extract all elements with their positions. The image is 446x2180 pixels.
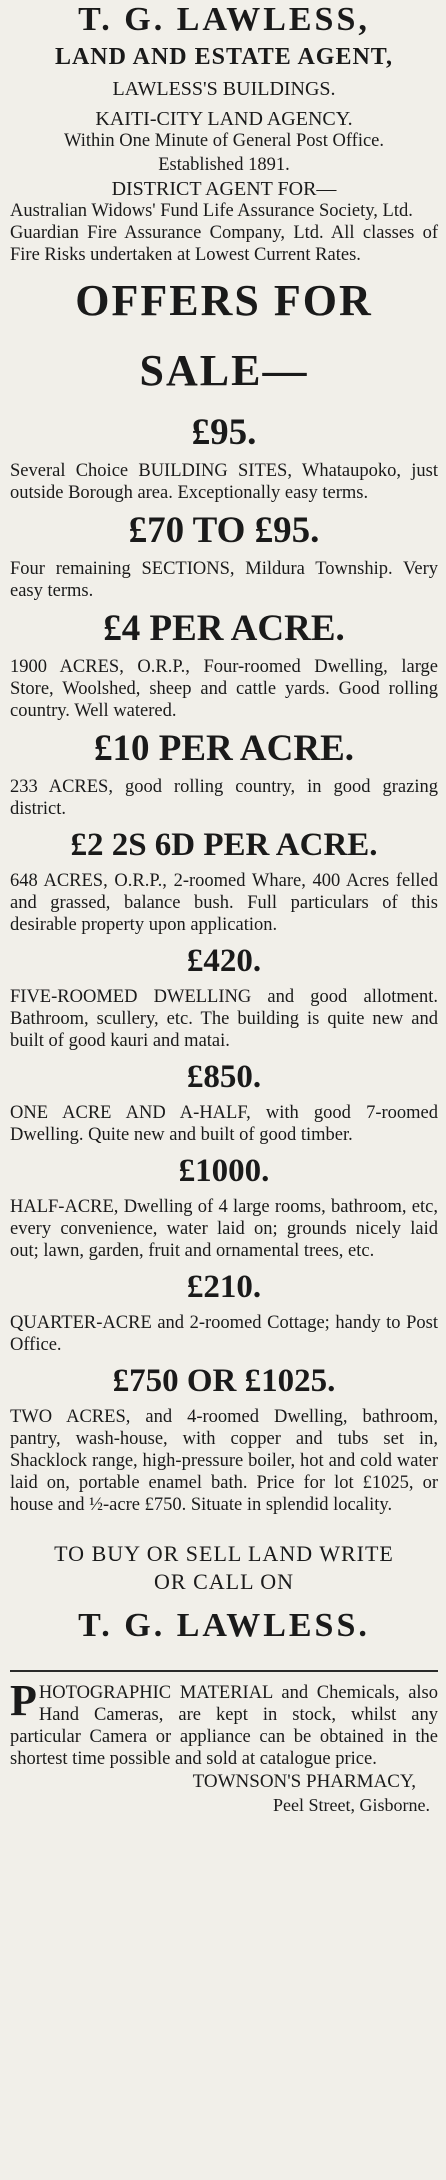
pharmacy-text — [10, 1676, 438, 1770]
listing-price: £2 2S 6D PER ACRE. — [70, 827, 378, 863]
listing — [10, 1356, 438, 1516]
listing-price: £850. — [186, 1059, 262, 1095]
listing — [10, 406, 438, 504]
agent-for-2: Guardian Fire Assurance Company, Ltd. All classes of Fire Risks undertaken at Lowest Current Rates. — [10, 223, 438, 265]
agent-for-1: Australian Widows' Fund Life Assurance Society, Ltd. — [10, 201, 413, 221]
pharmacy-advert — [10, 1676, 438, 1816]
listing-text: Four remaining SECTIONS, Mildura Township. Very easy terms. — [10, 559, 438, 601]
listing-text: 1900 ACRES, O.R.P., Four-roomed Dwelling, large Store, Woolshed, sheep and cattle yards. Good rolling country. Well watered. — [10, 657, 438, 721]
listing — [10, 820, 438, 936]
cta-name: T. G. LAWLESS. — [78, 1607, 370, 1644]
listing — [10, 936, 438, 1052]
agent-role: LAND AND ESTATE AGENT, — [54, 44, 394, 70]
listing-price: £750 OR £1025. — [112, 1363, 336, 1399]
agent-name: T. G. LAWLESS, — [78, 1, 370, 38]
listing-price: £95. — [191, 412, 257, 453]
cta-line-2: OR CALL ON — [154, 1569, 294, 1594]
listing-text: ONE ACRE AND A-HALF, with good 7-roomed Dwelling. Quite new and built of good timber. — [10, 1103, 438, 1145]
cta-line-1: TO BUY OR SELL LAND WRITE — [54, 1541, 394, 1566]
established-line: Established 1891. — [158, 155, 290, 175]
offers-heading: OFFERS FOR SALE— — [75, 276, 373, 395]
pharmacy-signature: TOWNSON'S PHARMACY, — [192, 1771, 416, 1792]
listing-text: Several Choice BUILDING SITES, Whataupoko, just outside Borough area. Exceptionally easy terms. — [10, 461, 438, 503]
drop-cap: P — [10, 1676, 37, 1725]
lawless-advert — [10, 0, 438, 1656]
district-heading: DISTRICT AGENT FOR— — [111, 178, 337, 200]
listing-text: FIVE-ROOMED DWELLING and good allotment. Bathroom, scullery, etc. The building is quite new and built of good kauri and matai. — [10, 987, 438, 1051]
listing — [10, 1262, 438, 1356]
listing — [10, 1052, 438, 1146]
listing-price: £4 PER ACRE. — [103, 608, 345, 649]
listing — [10, 722, 438, 820]
location-line: Within One Minute of General Post Office. — [63, 131, 385, 151]
listing-price: £420. — [186, 943, 262, 979]
listing — [10, 602, 438, 722]
listing — [10, 504, 438, 602]
agency-name: KAITI-CITY LAND AGENCY. — [95, 108, 353, 130]
listing — [10, 1146, 438, 1262]
divider — [10, 1670, 438, 1672]
listing-price: £210. — [186, 1269, 262, 1305]
listing-text: 648 ACRES, O.R.P., 2-roomed Whare, 400 Acres felled and grassed, balance bush. Full particulars of this desirable property upon application. — [10, 871, 438, 935]
listing-text: 233 ACRES, good rolling country, in good grazing district. — [10, 777, 438, 819]
pharmacy-body: HOTOGRAPHIC MATERIAL and Chemicals, also Hand Cameras, are kept in stock, whilst any particular Camera or appliance can be obtained in the shortest time possible and sold at catalogue price. — [10, 1683, 438, 1769]
listing-text: QUARTER-ACRE and 2-roomed Cottage; handy to Post Office. — [10, 1313, 438, 1355]
listing-text: TWO ACRES, and 4-roomed Dwelling, bathroom, pantry, wash-house, with copper and tubs set in, Shacklock range, high-pressure boiler, hot and cold water laid on, portable enamel bath. Price for lot £1025, or house and ½-acre £750. Situate in splendid locality. — [10, 1407, 438, 1515]
building-name: LAWLESS'S BUILDINGS. — [112, 78, 336, 100]
pharmacy-address: Peel Street, Gisborne. — [273, 1795, 430, 1815]
listing-price: £1000. — [178, 1153, 270, 1189]
listing-price: £70 TO £95. — [128, 510, 320, 551]
listing-price: £10 PER ACRE. — [93, 728, 355, 769]
listing-text: HALF-ACRE, Dwelling of 4 large rooms, bathroom, etc, every convenience, water laid on; grounds nicely laid out; lawn, garden, fruit and ornamental trees, etc. — [10, 1197, 438, 1261]
